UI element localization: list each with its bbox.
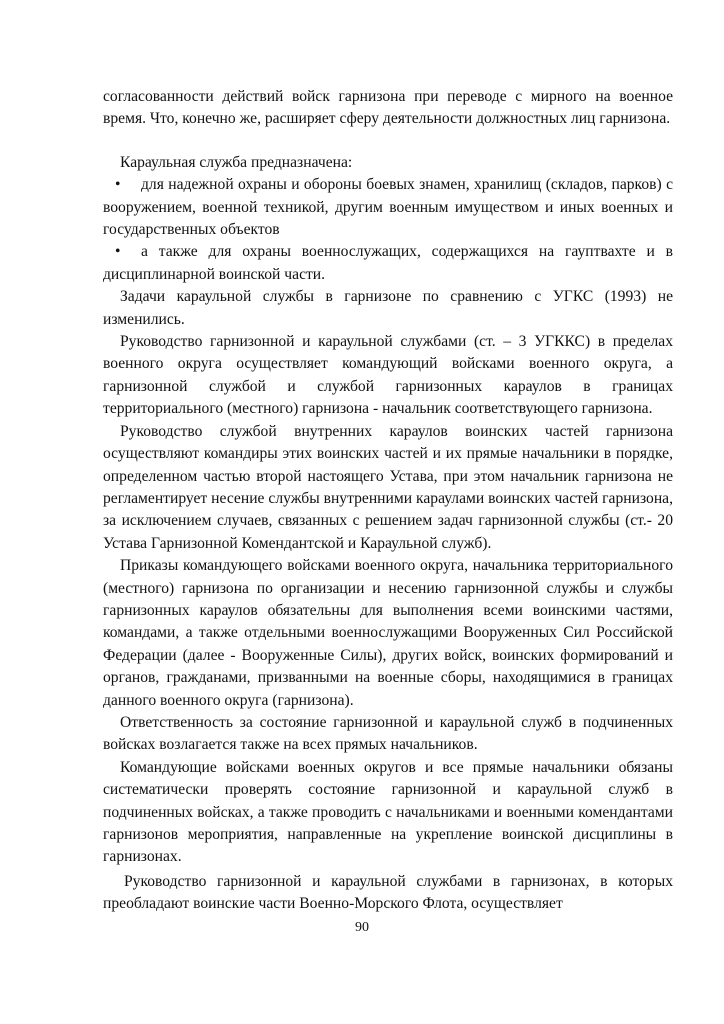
bullet-icon: • [115,176,121,194]
document-page [103,86,673,916]
paragraph-guard-service-intro: Караульная служба предназначена: [120,153,353,171]
paragraph-orders: Приказы командующего войсками военного округа, начальника территориального (местного) гарнизона по организации и несению гарнизонной службы и службы гарнизонных караулов обязательны для выполнения всеми воинскими частями, командами, а также отдельными военнослужащими Вооруженных Сил Российской Федерации (далее - Вооруженные Силы), других войск, воинских формирований и органов, гражданами, призванными на военные сборы, находящимися в границах данного военного округа (гарнизона). [103,557,673,709]
paragraph-district-leadership: Руководство гарнизонной и караульной службами (ст. – 3 УГККС) в пределах военного округа осуществляет командующий войсками военного округа, а гарнизонной службой и службой гарнизонных караулов в границах территориального (местного) гарнизона - начальник соответствующего гарнизона. [103,333,673,418]
paragraph-responsibility: Ответственность за состояние гарнизонной и караульной служб в подчиненных войсках возлагается также на всех прямых начальников. [103,713,673,754]
paragraph-commanders-duties: Командующие войсками военных округов и все прямые начальники обязаны систематически проверять состояние гарнизонной и караульной служб в подчиненных войсках, а также проводить с начальниками и военными комендантами гарнизонов мероприятия, направленные на укрепление воинской дисциплины в гарнизонах. [103,758,673,866]
bullet-item-protection [103,174,673,241]
paragraph-gap [103,131,673,152]
paragraph-guard-tasks: Задачи караульной службы в гарнизоне по сравнению с УГКС (1993) не изменились. [103,288,673,328]
bullet-item-text: а также для охраны военнослужащих, содержащихся на гауптвахте и в дисциплинарной воинской части. [103,243,673,283]
page-number: 90 [355,920,369,935]
paragraph-navy-garrisons: Руководство гарнизонной и караульной службами в гарнизонах, в которых преобладают воинские части Военно-Морского Флота, осуществляет [103,872,673,913]
bullet-item-text: для надежной охраны и обороны боевых знамен, хранилищ (складов, парков) с вооружением, военной техникой, другим военным имуществом и иных военных и государственных объектов [103,176,673,239]
paragraph-continuation: согласованности действий войск гарнизона при переводе с мирного на военное время. Что, конечно же, расширяет сферу деятельности должностных лиц гарнизона. [103,88,673,128]
bullet-item-guardhouse [103,241,673,286]
paragraph-internal-guards: Руководство службой внутренних караулов воинских частей гарнизона осуществляют командиры этих воинских частей и их прямые начальники в порядке, определенном частью второй настоящего Устава, при этом начальник гарнизона не регламентирует несение службы внутренними караулами воинских частей гарнизона, за исключением случаев, связанных с решением задач гарнизонной службы (ст.- 20 Устава Гарнизонной Комендантской и Караульной служб). [103,422,673,552]
bullet-icon: • [115,243,121,261]
